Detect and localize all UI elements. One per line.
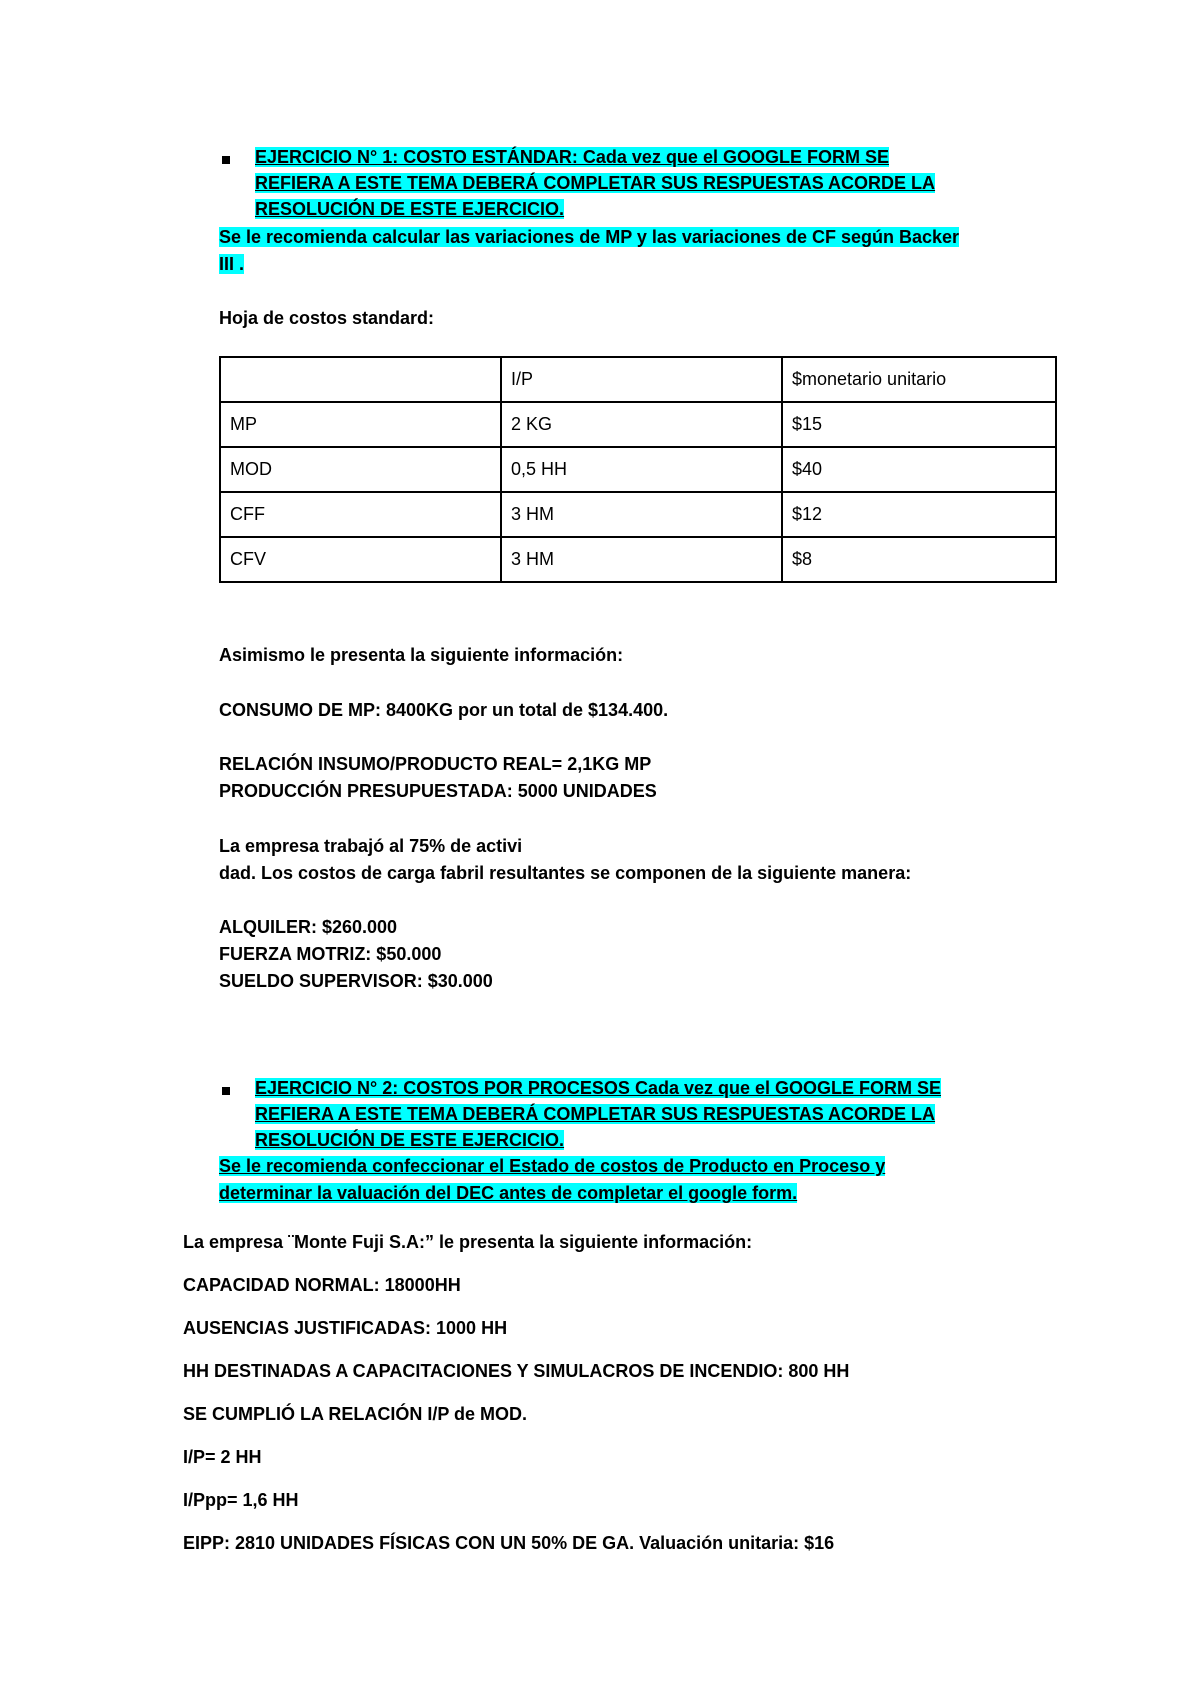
- table-header-cell: I/P: [501, 357, 782, 402]
- table-row: [220, 537, 1056, 582]
- ex2-recommendation-text-2: determinar la valuación del DEC antes de completar el google form.: [219, 1183, 798, 1203]
- ex2-recommendation-line-1: [219, 1153, 885, 1180]
- table-cell: CFV: [220, 537, 501, 582]
- table-cell: $40: [782, 447, 1056, 492]
- relacion-insumo-producto: RELACIÓN INSUMO/PRODUCTO REAL= 2,1KG MP: [219, 754, 652, 774]
- ex1-title-text-2: REFIERA A ESTE TEMA DEBERÁ COMPLETAR SUS RESPUESTAS ACORDE LA: [255, 173, 936, 193]
- table-row: [220, 402, 1056, 447]
- sueldo-supervisor: SUELDO SUPERVISOR: $30.000: [219, 971, 493, 991]
- activity-line-2: dad. Los costos de carga fabril resultantes se componen de la siguiente manera:: [219, 863, 912, 883]
- ex2-title-text-2: REFIERA A ESTE TEMA DEBERÁ COMPLETAR SUS RESPUESTAS ACORDE LA: [255, 1104, 936, 1124]
- bullet-icon: [222, 1087, 230, 1095]
- ex1-title-text-3: RESOLUCIÓN DE ESTE EJERCICIO.: [255, 199, 565, 219]
- ex2-title-line-2: [255, 1101, 935, 1128]
- ex2-title-text-1: EJERCICIO N° 2: COSTOS POR PROCESOS Cada vez que el GOOGLE FORM SE: [255, 1078, 942, 1098]
- fuerza-motriz: FUERZA MOTRIZ: $50.000: [219, 944, 442, 964]
- ex1-title-line-2: [255, 170, 935, 197]
- ausencias-justificadas: AUSENCIAS JUSTIFICADAS: 1000 HH: [183, 1318, 508, 1338]
- ex1-title-line-1: [255, 144, 889, 171]
- consumo-mp: CONSUMO DE MP: 8400KG por un total de $134.400.: [219, 700, 669, 720]
- ex1-title-line-3: [255, 196, 564, 223]
- standard-cost-table: [219, 356, 1057, 583]
- ex1-recommendation-text-1: Se le recomienda calcular las variaciones de MP y las variaciones de CF según Backer: [219, 227, 960, 247]
- ex1-title-text-1: EJERCICIO N° 1: COSTO ESTÁNDAR: Cada vez que el GOOGLE FORM SE: [255, 147, 889, 167]
- table-header-cell: $monetario unitario: [782, 357, 1056, 402]
- table-row: [220, 447, 1056, 492]
- sheet-title: Hoja de costos standard:: [219, 308, 435, 328]
- alquiler: ALQUILER: $260.000: [219, 917, 398, 937]
- produccion-presupuestada: PRODUCCIÓN PRESUPUESTADA: 5000 UNIDADES: [219, 781, 657, 801]
- table-cell: 3 HM: [501, 492, 782, 537]
- table-cell: 0,5 HH: [501, 447, 782, 492]
- ex1-recommendation-text-2: III .: [219, 254, 245, 274]
- ex2-title-line-3: [255, 1127, 564, 1154]
- table-cell: $12: [782, 492, 1056, 537]
- ex2-recommendation-text-1: Se le recomienda confeccionar el Estado de costos de Producto en Proceso y: [219, 1156, 886, 1176]
- ippp-value: I/Ppp= 1,6 HH: [183, 1490, 299, 1510]
- info-intro: Asimismo le presenta la siguiente información:: [219, 645, 624, 665]
- ex2-recommendation-line-2: [219, 1180, 797, 1207]
- capacidad-normal: CAPACIDAD NORMAL: 18000HH: [183, 1275, 461, 1295]
- ip-value: I/P= 2 HH: [183, 1447, 262, 1467]
- table-cell: $15: [782, 402, 1056, 447]
- ex2-title-line-1: [255, 1075, 941, 1102]
- table-header-row: [220, 357, 1056, 402]
- table-cell: CFF: [220, 492, 501, 537]
- relacion-mod: SE CUMPLIÓ LA RELACIÓN I/P de MOD.: [183, 1404, 528, 1424]
- table-row: [220, 492, 1056, 537]
- hh-capacitaciones: HH DESTINADAS A CAPACITACIONES Y SIMULACROS DE INCENDIO: 800 HH: [183, 1361, 850, 1381]
- table-cell: $8: [782, 537, 1056, 582]
- table-cell: 3 HM: [501, 537, 782, 582]
- table-cell: MP: [220, 402, 501, 447]
- activity-line-1: La empresa trabajó al 75% de activi: [219, 836, 523, 856]
- table-cell: 2 KG: [501, 402, 782, 447]
- ex2-title-text-3: RESOLUCIÓN DE ESTE EJERCICIO.: [255, 1130, 565, 1150]
- table-cell: MOD: [220, 447, 501, 492]
- table-header-cell: [220, 357, 501, 402]
- ex1-recommendation-line-1: [219, 224, 959, 251]
- bullet-icon: [222, 156, 230, 164]
- company-intro: La empresa ¨Monte Fuji S.A:” le presenta la siguiente información:: [183, 1232, 753, 1252]
- ex1-recommendation-line-2: [219, 251, 244, 278]
- eipp-value: EIPP: 2810 UNIDADES FÍSICAS CON UN 50% DE GA. Valuación unitaria: $16: [183, 1533, 835, 1553]
